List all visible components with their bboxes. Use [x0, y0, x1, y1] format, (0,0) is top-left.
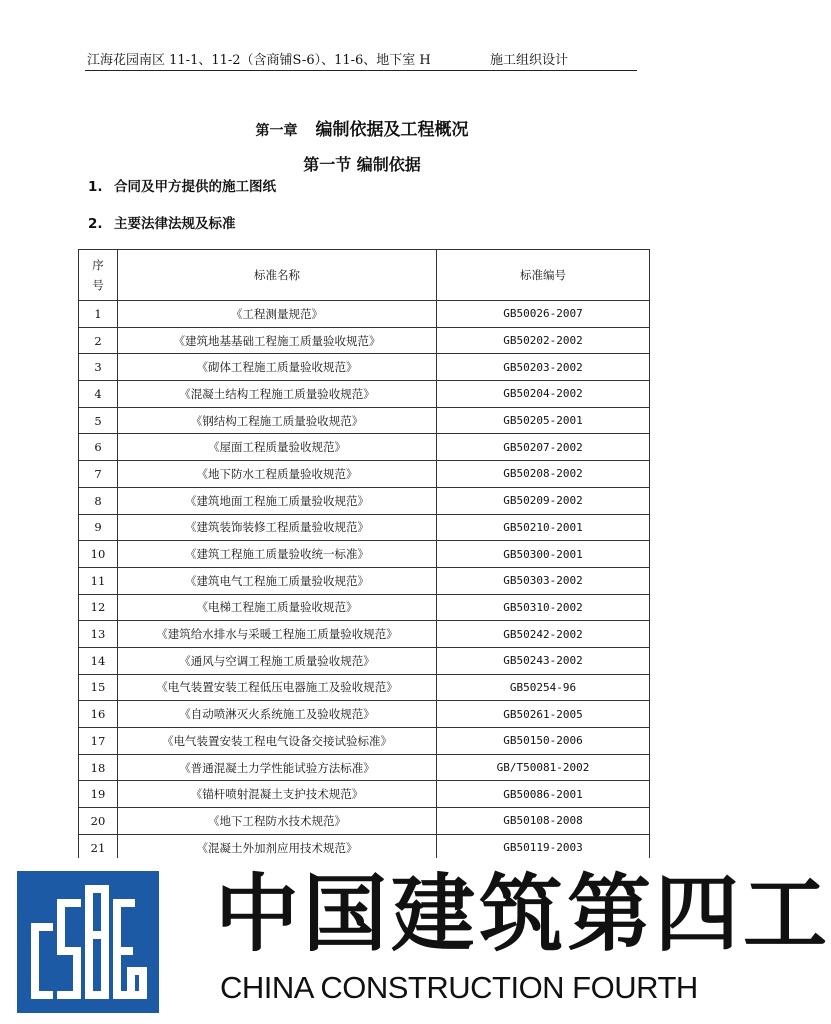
header-standard-name: 标准名称	[118, 250, 437, 301]
row-standard-code: GB50204-2002	[437, 381, 650, 408]
row-serial: 3	[79, 354, 118, 381]
row-standard-code: GB/T50081-2002	[437, 754, 650, 781]
row-standard-code: GB50210-2001	[437, 514, 650, 541]
header-serial-text: 序号	[92, 258, 104, 292]
row-serial: 4	[79, 381, 118, 408]
table-row	[79, 834, 650, 861]
row-serial: 6	[79, 434, 118, 461]
page-header	[85, 51, 637, 71]
row-standard-code: GB50243-2002	[437, 647, 650, 674]
list-item-number: 1.	[88, 179, 103, 195]
row-standard-code: GB50205-2001	[437, 407, 650, 434]
row-standard-code: GB50242-2002	[437, 621, 650, 648]
row-standard-name: 《钢结构工程施工质量验收规范》	[118, 407, 437, 434]
row-standard-code: GB50108-2008	[437, 808, 650, 835]
table-header-row	[79, 250, 650, 301]
row-standard-code: GB50119-2003	[437, 834, 650, 861]
table-row	[79, 541, 650, 568]
table-row	[79, 301, 650, 328]
table-row	[79, 354, 650, 381]
row-serial: 17	[79, 728, 118, 755]
row-standard-name: 《建筑电气工程施工质量验收规范》	[118, 567, 437, 594]
header-project: 江海花园南区 11-1、11-2（含商铺S-6）、11-6、地下室 H	[87, 53, 431, 68]
row-serial: 2	[79, 327, 118, 354]
row-standard-name: 《屋面工程质量验收规范》	[118, 434, 437, 461]
row-standard-name: 《工程测量规范》	[118, 301, 437, 328]
row-standard-name: 《锚杆喷射混凝土支护技术规范》	[118, 781, 437, 808]
row-serial: 19	[79, 781, 118, 808]
row-standard-name: 《建筑地基基础工程施工质量验收规范》	[118, 327, 437, 354]
cscec-logo	[17, 871, 159, 1013]
table-row	[79, 808, 650, 835]
header-serial	[79, 250, 118, 301]
table-row	[79, 754, 650, 781]
row-standard-name: 《混凝土结构工程施工质量验收规范》	[118, 381, 437, 408]
row-standard-name: 《普通混凝土力学性能试验方法标准》	[118, 754, 437, 781]
row-standard-name: 《建筑地面工程施工质量验收规范》	[118, 487, 437, 514]
row-serial: 11	[79, 567, 118, 594]
row-serial: 16	[79, 701, 118, 728]
row-standard-code: GB50207-2002	[437, 434, 650, 461]
table-row	[79, 434, 650, 461]
list-item	[88, 212, 236, 232]
row-standard-code: GB50202-2002	[437, 327, 650, 354]
row-standard-name: 《地下防水工程质量验收规范》	[118, 461, 437, 488]
list-item-text: 合同及甲方提供的施工图纸	[114, 179, 276, 195]
list-item-text: 主要法律法规及标准	[114, 216, 236, 232]
row-serial: 10	[79, 541, 118, 568]
row-standard-name: 《电气装置安装工程电气设备交接试验标准》	[118, 728, 437, 755]
chapter-number: 第一章	[255, 123, 298, 139]
row-serial: 5	[79, 407, 118, 434]
row-standard-code: GB50209-2002	[437, 487, 650, 514]
row-standard-code: GB50208-2002	[437, 461, 650, 488]
chapter-title: 编制依据及工程概况	[315, 120, 469, 140]
table-row	[79, 647, 650, 674]
section-heading: 第一节 编制依据	[303, 155, 421, 174]
row-standard-name: 《混凝土外加剂应用技术规范》	[118, 834, 437, 861]
row-standard-name: 《地下工程防水技术规范》	[118, 808, 437, 835]
table-row	[79, 567, 650, 594]
table-row	[79, 594, 650, 621]
row-serial: 8	[79, 487, 118, 514]
row-standard-name: 《电梯工程施工质量验收规范》	[118, 594, 437, 621]
row-serial: 21	[79, 834, 118, 861]
row-standard-name: 《建筑装饰装修工程质量验收规范》	[118, 514, 437, 541]
cscec-logo-icon	[17, 871, 159, 1013]
row-standard-code: GB50203-2002	[437, 354, 650, 381]
table-row	[79, 327, 650, 354]
row-standard-code: GB50310-2002	[437, 594, 650, 621]
list-item	[88, 175, 276, 195]
row-standard-code: GB50254-96	[437, 674, 650, 701]
row-serial: 1	[79, 301, 118, 328]
row-serial: 15	[79, 674, 118, 701]
standards-table-container	[78, 249, 648, 855]
row-standard-name: 《自动喷淋灭火系统施工及验收规范》	[118, 701, 437, 728]
table-row	[79, 407, 650, 434]
table-row	[79, 381, 650, 408]
table-row	[79, 674, 650, 701]
table-row	[79, 621, 650, 648]
row-standard-name: 《通风与空调工程施工质量验收规范》	[118, 647, 437, 674]
row-standard-code: GB50086-2001	[437, 781, 650, 808]
chapter-heading	[0, 115, 724, 140]
company-banner	[0, 858, 831, 1024]
company-name-cn: 中国建筑第四工	[215, 865, 831, 963]
row-standard-name: 《砌体工程施工质量验收规范》	[118, 354, 437, 381]
row-standard-name: 《电气装置安装工程低压电器施工及验收规范》	[118, 674, 437, 701]
table-row	[79, 701, 650, 728]
header-standard-code: 标准编号	[437, 250, 650, 301]
row-standard-code: GB50261-2005	[437, 701, 650, 728]
row-standard-code: GB50300-2001	[437, 541, 650, 568]
row-standard-name: 《建筑给水排水与采暖工程施工质量验收规范》	[118, 621, 437, 648]
row-standard-code: GB50026-2007	[437, 301, 650, 328]
table-row	[79, 487, 650, 514]
table-row	[79, 461, 650, 488]
row-serial: 12	[79, 594, 118, 621]
list-item-number: 2.	[88, 216, 103, 232]
row-standard-code: GB50150-2006	[437, 728, 650, 755]
header-doc-type: 施工组织设计	[490, 53, 569, 68]
row-serial: 14	[79, 647, 118, 674]
table-row	[79, 514, 650, 541]
standards-table	[78, 249, 650, 861]
table-row	[79, 781, 650, 808]
table-row	[79, 728, 650, 755]
row-serial: 13	[79, 621, 118, 648]
row-serial: 20	[79, 808, 118, 835]
row-serial: 7	[79, 461, 118, 488]
row-standard-code: GB50303-2002	[437, 567, 650, 594]
company-name-en: CHINA CONSTRUCTION FOURTH	[220, 970, 698, 1005]
row-serial: 9	[79, 514, 118, 541]
row-serial: 18	[79, 754, 118, 781]
row-standard-name: 《建筑工程施工质量验收统一标准》	[118, 541, 437, 568]
